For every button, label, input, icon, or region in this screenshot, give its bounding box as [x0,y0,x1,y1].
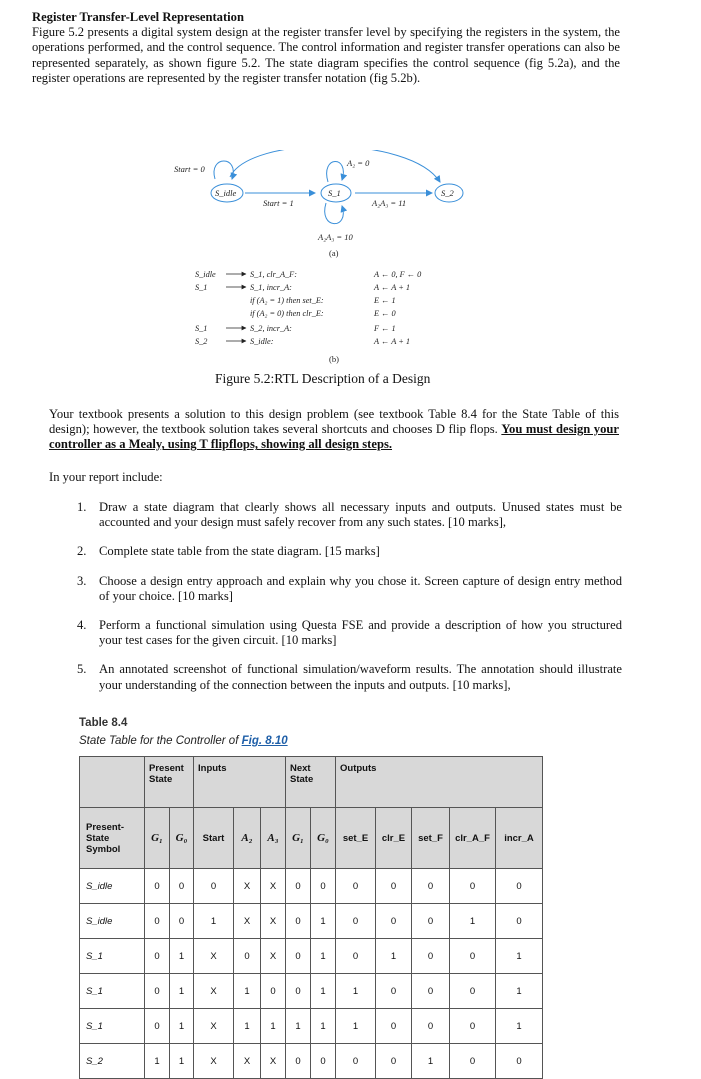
table-caption [79,735,288,747]
list-item [77,662,622,692]
table-cell: 0 [450,1009,496,1044]
table-cell: 0 [336,939,376,974]
state-symbol-cell: S_1 [80,939,145,974]
table-cell: X [194,1044,234,1079]
table-cell: 0 [286,1044,311,1079]
task-text: Draw a state diagram that clearly shows all necessary inputs and outputs. Unused states must be accounted and your design must safely recover from any such states. [10 marks], [99,500,622,530]
figure-5-2 [150,150,480,370]
table-cell: X [194,939,234,974]
a2-0-label: A₂ = 0 [347,158,370,168]
group-inputs: Inputs [194,757,286,808]
table-cell: 1 [170,1009,194,1044]
task-list [77,500,622,707]
table-cell: 0 [376,1009,412,1044]
rtl-action: if (A₂ = 1) then set_E: [250,296,324,305]
table-cell: 0 [286,974,311,1009]
column-header: A₃ [261,808,286,869]
task-number: 4. [77,618,87,633]
table-cell: 0 [496,869,543,904]
state-1-label: S_1 [328,188,341,198]
state-symbol-cell: S_2 [80,1044,145,1079]
table-cell: 0 [412,974,450,1009]
table-cell: 1 [496,939,543,974]
list-item [77,500,622,530]
figure-link[interactable]: Fig. 8.10 [241,735,288,747]
column-header: A₂ [234,808,261,869]
start1-label: Start = 1 [263,198,294,208]
table-cell: 0 [311,1044,336,1079]
diagram-label-b: (b) [329,354,339,364]
column-header: set_F [412,808,450,869]
table-cell: 0 [145,869,170,904]
table-cell: 1 [145,1044,170,1079]
table-cell: 0 [170,904,194,939]
problem-statement [49,407,619,453]
figure-caption: Figure 5.2:RTL Description of a Design [215,371,431,386]
column-header: clr_E [376,808,412,869]
group-outputs: Outputs [336,757,543,808]
rtl-op: E ← 0 [374,309,396,318]
empty-header-cell [80,757,145,808]
diagram-label-a: (a) [329,248,339,258]
table-cell: 0 [412,1009,450,1044]
table-cell: 0 [145,939,170,974]
table-cell: 1 [311,1009,336,1044]
rtl-op: A ← 0, F ← 0 [374,270,422,279]
table-row [80,869,543,904]
table-cell: 0 [376,869,412,904]
table-cell: 1 [286,1009,311,1044]
rtl-notation [195,270,422,346]
rtl-state: S_idle [195,270,216,279]
a2a3-10-label: A₂A₃ = 10 [318,232,353,242]
table-cell: 0 [376,974,412,1009]
s1-s2-top-arrow [230,150,440,182]
table-cell: 0 [496,1044,543,1079]
group-present-state: Present State [145,757,194,808]
rtl-state: S_2 [195,337,208,346]
table-cell: 1 [496,1009,543,1044]
state-diagram [211,150,463,224]
table-cell: X [261,904,286,939]
table-cell: 1 [311,939,336,974]
table-cell: 0 [145,1009,170,1044]
table-row [80,1009,543,1044]
column-header: set_E [336,808,376,869]
table-cell: 0 [336,1044,376,1079]
table-cell: X [194,1009,234,1044]
table-cell: 1 [234,974,261,1009]
task-number: 2. [77,544,87,559]
table-cell: 0 [194,869,234,904]
report-heading: In your report include: [49,470,163,484]
table-cell: 0 [450,869,496,904]
state-symbol-cell: S_1 [80,974,145,1009]
table-cell: 1 [234,1009,261,1044]
task-text: An annotated screenshot of functional simulation/waveform results. The annotation should illustrate your understanding of the connection between the inputs and outputs. [10 marks], [99,662,622,692]
task-text: Complete state table from the state diagram. [15 marks] [99,544,380,559]
table-cell: 1 [311,974,336,1009]
rtl-op: A ← A + 1 [374,283,411,292]
rtl-action: S_2, incr_A: [250,324,292,333]
task-number: 1. [77,500,87,514]
state-2-label: S_2 [441,188,454,198]
table-cell: 1 [170,939,194,974]
problem-text: Your textbook presents a solution to this design problem (see textbook Table 8.4 for the State Table of this design); however, the textbook solution takes several shortcuts and chooses D flip flops. [49,407,619,437]
column-header: G₁ [286,808,311,869]
column-header: G₁ [145,808,170,869]
state-table [79,756,543,1079]
table-cell: 0 [450,939,496,974]
column-header: clr_A_F [450,808,496,869]
table-cell: 1 [336,974,376,1009]
table-cell: 0 [412,904,450,939]
group-next-state: Next State [286,757,336,808]
rtl-state: S_1 [195,283,208,292]
start0-label: Start = 0 [174,164,205,174]
table-cell: X [261,1044,286,1079]
rtl-action: S_1, incr_A: [250,283,292,292]
rtl-action: S_idle: [250,337,274,346]
column-header: G₀ [170,808,194,869]
table-cell: 1 [311,904,336,939]
rtl-op: F ← 1 [374,324,396,333]
table-cell: 1 [450,904,496,939]
table-body [80,869,543,1079]
state-symbol-cell: S_1 [80,1009,145,1044]
task-text: Choose a design entry approach and explain why you chose it. Screen capture of design entry method of your choice. [10 marks] [99,573,622,603]
table-cell: 1 [194,904,234,939]
rtl-op: E ← 1 [374,296,396,305]
table-cell: 0 [145,974,170,1009]
table-row [80,904,543,939]
table-cell: 0 [450,974,496,1009]
a2a3-11-label: A₂A₃ = 11 [372,198,407,208]
table-cell: 1 [261,1009,286,1044]
table-cell: 0 [311,869,336,904]
table-cell: X [194,974,234,1009]
table-cell: X [234,904,261,939]
list-item [77,574,622,604]
intro-paragraph: Figure 5.2 presents a digital system design at the register transfer level by specifying the registers in the system, the operations performed, and the control sequence. The control information and register transfer operations can also be represented separately, as shown figure 5.2. The state diagram specifies the control sequence (fig 5.2a), and the register operations are represented by the register transfer notation (fig 5.2b). [32,25,620,85]
table-cell: X [261,869,286,904]
column-header: G₀ [311,808,336,869]
table-cell: 0 [412,869,450,904]
task-number: 3. [77,573,87,588]
rtl-action: S_1, clr_A_F: [250,270,298,279]
table-cell: 0 [286,904,311,939]
table-cell: 0 [170,869,194,904]
table-row [80,939,543,974]
table-row [80,974,543,1009]
table-cell: 0 [336,904,376,939]
table-title: Table 8.4 [79,717,128,729]
table-cell: 1 [376,939,412,974]
table-cell: X [234,869,261,904]
table-cell: 1 [412,1044,450,1079]
loop-a2a3-10-arrow [325,203,344,224]
state-symbol-cell: S_idle [80,904,145,939]
column-header: Start [194,808,234,869]
list-item [77,544,622,559]
rtl-state: S_1 [195,324,208,333]
column-header: Present-State Symbol [80,808,145,869]
table-cell: X [261,939,286,974]
table-cell: 0 [261,974,286,1009]
section-heading: Register Transfer-Level Representation [32,10,244,24]
state-symbol-cell: S_idle [80,869,145,904]
requirement-text: You must design your controller as a Mealy, using T flipflops, showing all design steps. [49,422,619,452]
intro-section [32,10,620,86]
table-cell: 0 [376,1044,412,1079]
table-cell: 0 [286,869,311,904]
loop-a2-0-arrow [327,161,344,182]
task-text: Perform a functional simulation using Questa FSE and provide a description of how you structured your test cases for the given circuit. [10 marks] [99,618,622,648]
table-cell: 0 [412,939,450,974]
table-cell: 1 [496,974,543,1009]
table-cell: 1 [170,974,194,1009]
table-caption-text: State Table for the Controller of [79,735,242,747]
table-cell: 0 [234,939,261,974]
rtl-op: A ← A + 1 [374,337,411,346]
table-cell: 0 [145,904,170,939]
table-cell: 0 [496,904,543,939]
list-item [77,618,622,648]
column-header: incr_A [496,808,543,869]
task-number: 5. [77,662,87,677]
table-cell: 1 [336,1009,376,1044]
rtl-action: if (A₂ = 0) then clr_E: [250,309,324,318]
table-cell: 1 [170,1044,194,1079]
table-cell: X [234,1044,261,1079]
state-idle-label: S_idle [215,188,237,198]
table-cell: 0 [376,904,412,939]
table-cell: 0 [450,1044,496,1079]
table-cell: 0 [286,939,311,974]
table-cell: 0 [336,869,376,904]
